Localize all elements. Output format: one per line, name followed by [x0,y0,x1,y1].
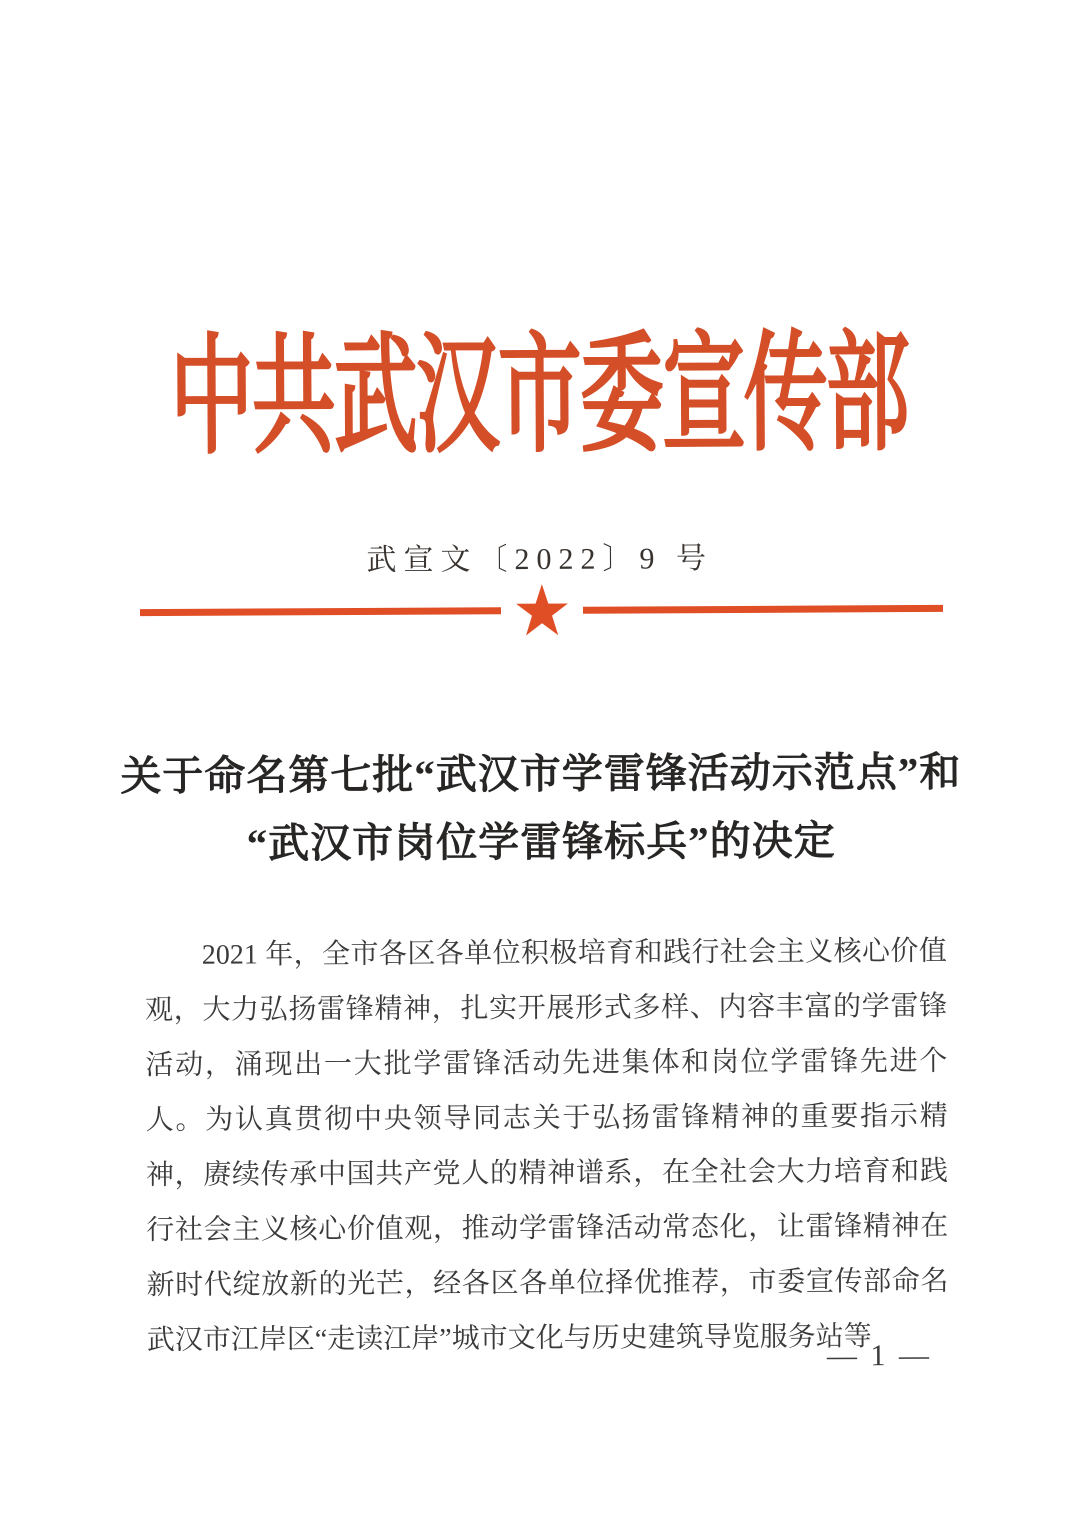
body-line: 2021 年，全市各区各单位积极培育和践行社会主义核心价值 [201,935,947,971]
body-line: 行社会主义核心价值观，推动学雷锋活动常态化，让雷锋精神在 [146,1210,949,1247]
red-star-icon [514,583,568,637]
document-title-line2: “武汉市岗位学雷锋标兵”的决定 [246,817,836,867]
masthead [0,323,1079,472]
body-line: 神，赓续传承中国共产党人的精神谱系，在全社会大力培育和践 [145,1155,949,1192]
agency-name: 中共武汉市委宣传部 [169,323,909,472]
body-paragraph [145,924,949,1368]
divider-line-right [582,604,943,613]
red-divider [140,578,943,642]
body-line: 武汉市江岸区“走读江岸”城市文化与历史建筑导览服务站等 [146,1321,872,1357]
document-title-line1: 关于命名第七批“武汉市学雷锋活动示范点”和 [120,748,962,800]
page-number: — 1 — [826,1338,932,1373]
body-line: 观，大力弘扬雷锋精神，扎实开展形式多样、内容丰富的学雷锋 [145,990,948,1027]
document-title [61,737,1022,878]
body-line: 活动，涌现出一大批学雷锋活动先进集体和岗位学雷锋先进个 [145,1045,948,1082]
document-number: 武宣文〔2022〕9 号 [366,542,714,577]
body-line: 人。为认真贯彻中央领导同志关于弘扬雷锋精神的重要指示精 [145,1100,948,1137]
body-line: 新时代绽放新的光芒，经各区各单位择优推荐，市委宣传部命名 [146,1265,949,1302]
divider-line-left [140,607,501,616]
